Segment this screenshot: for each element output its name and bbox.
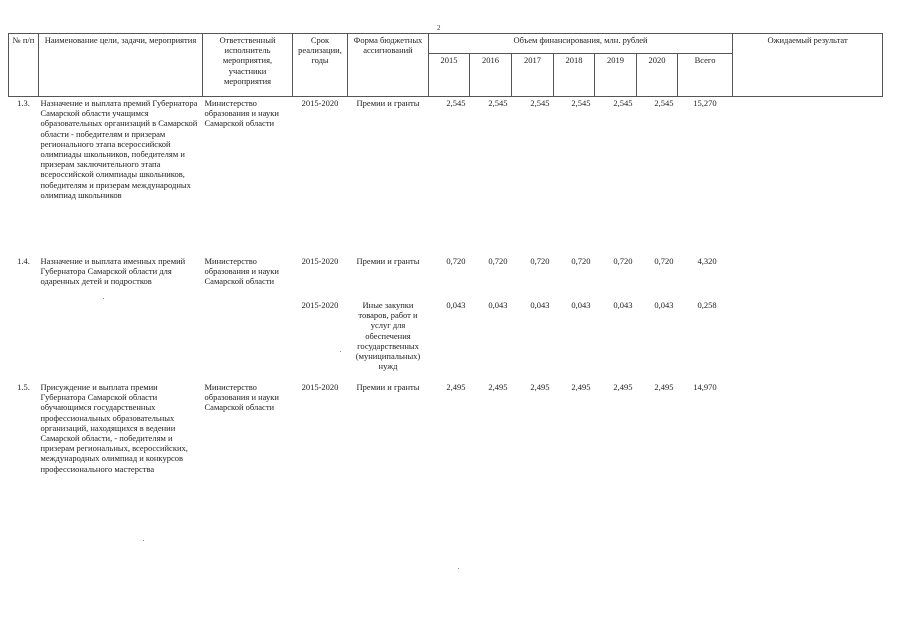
row-value-2017: 0,720 [530, 256, 550, 266]
row-value-2019: 0,720 [613, 256, 633, 266]
row-value-2015: 0,720 [446, 256, 466, 266]
row-responsible: Министерство образования и науки Самарской области [204, 382, 279, 413]
row-value-2016: 0,043 [488, 300, 508, 310]
row-value-2017: 2,545 [530, 98, 550, 108]
header-year: 2019 [595, 54, 637, 97]
scan-speck [143, 540, 144, 541]
row-result [733, 255, 883, 299]
scan-speck [458, 568, 459, 569]
row-total: 14,970 [693, 382, 717, 392]
scan-speck [103, 298, 104, 299]
row-result [733, 97, 883, 256]
row-num [9, 299, 39, 381]
row-value-2019: 0,043 [613, 300, 633, 310]
row-value-2016: 2,495 [488, 382, 508, 392]
header-form: Форма бюджетных ассигнований [348, 34, 429, 97]
header-year: 2020 [637, 54, 678, 97]
row-result [733, 299, 883, 381]
row-responsible: Министерство образования и науки Самарской области [204, 256, 279, 287]
table-row [9, 255, 883, 299]
header-num: № п/п [9, 34, 39, 97]
row-name: Назначение и выплата именных премий Губернатора Самарской области для одаренных детей и подростков [40, 256, 186, 287]
header-funding: Объем финансирования, млн. рублей [429, 34, 733, 54]
header-total: Всего [678, 54, 733, 97]
row-form: Премии и гранты [356, 98, 420, 108]
header-result: Ожидаемый результат [733, 34, 883, 97]
row-value-2016: 2,545 [488, 98, 508, 108]
row-form: Премии и гранты [356, 382, 420, 392]
row-value-2017: 2,495 [530, 382, 550, 392]
row-value-2017: 0,043 [530, 300, 550, 310]
row-value-2020: 0,043 [654, 300, 674, 310]
row-value-2016: 0,720 [488, 256, 508, 266]
table-header-row [9, 34, 883, 54]
header-year: 2018 [554, 54, 595, 97]
row-value-2020: 2,495 [654, 382, 674, 392]
header-year: 2016 [470, 54, 512, 97]
row-value-2019: 2,495 [613, 382, 633, 392]
row-name: Присуждение и выплата премии Губернатора Самарской области обучающимся государственных профессиональных образовательных организаций, находящихся в ведении Самарской области, - победителям и призерам региональных, всероссийских, международных олимпиад и конкурсов профессионального мастерства [40, 382, 188, 474]
row-num: 1.3. [17, 98, 30, 108]
row-total: 15,270 [693, 98, 717, 108]
row-responsible [203, 299, 293, 381]
row-total: 0,258 [697, 300, 717, 310]
row-term: 2015-2020 [301, 382, 339, 392]
row-term: 2015-2020 [301, 300, 339, 310]
scan-speck [340, 351, 341, 352]
row-responsible: Министерство образования и науки Самарской области [204, 98, 279, 129]
header-responsible: Ответственный исполнитель мероприятия, участники мероприятия [203, 34, 293, 97]
row-value-2018: 2,545 [571, 98, 591, 108]
budget-table [8, 33, 883, 493]
row-value-2018: 2,495 [571, 382, 591, 392]
row-value-2015: 2,545 [446, 98, 466, 108]
row-value-2019: 2,545 [613, 98, 633, 108]
row-form: Премии и гранты [356, 256, 420, 266]
row-value-2018: 0,043 [571, 300, 591, 310]
row-value-2015: 0,043 [446, 300, 466, 310]
row-term: 2015-2020 [301, 256, 339, 266]
header-year: 2017 [512, 54, 554, 97]
row-value-2015: 2,495 [446, 382, 466, 392]
row-value-2020: 0,720 [654, 256, 674, 266]
table-row [9, 299, 883, 381]
row-num: 1.5. [17, 382, 30, 392]
row-total: 4,320 [697, 256, 717, 266]
header-term: Срок реализации, годы [293, 34, 348, 97]
header-year: 2015 [429, 54, 470, 97]
row-form: Иные закупки товаров, работ и услуг для обеспечения государственных (муниципальных) нужд [355, 300, 421, 372]
row-value-2020: 2,545 [654, 98, 674, 108]
row-name: Назначение и выплата премий Губернатора Самарской области учащимся образовательных организаций в Самарской области - победителям и призерам регионального этапа всероссийской олимпиады школьников, победителям и призерам заключительного этапа всероссийской олимпиады школьников, победителям и призерам международных олимпиад школьников [40, 98, 198, 200]
table-row [9, 381, 883, 493]
header-name: Наименование цели, задачи, мероприятия [39, 34, 203, 97]
page-number: 2 [437, 24, 441, 32]
row-num: 1.4. [17, 256, 30, 266]
table-row [9, 97, 883, 256]
row-value-2018: 0,720 [571, 256, 591, 266]
row-result [733, 381, 883, 493]
row-term: 2015-2020 [301, 98, 339, 108]
row-name [39, 299, 203, 381]
